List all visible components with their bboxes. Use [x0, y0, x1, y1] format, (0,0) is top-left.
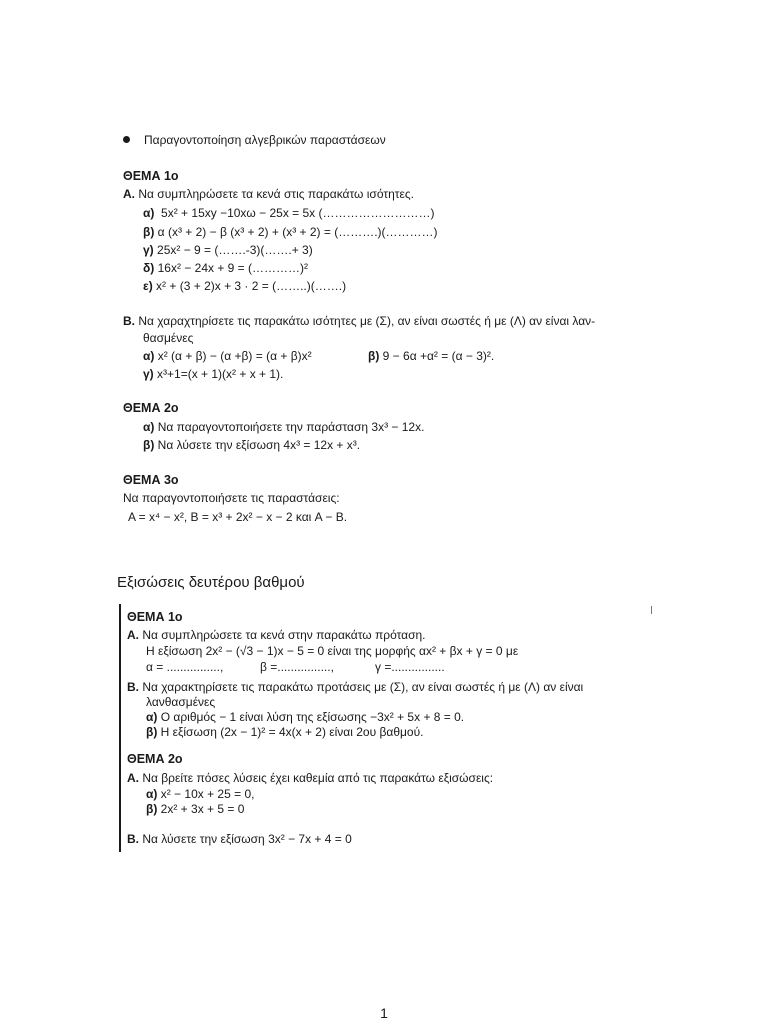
label: α) — [143, 420, 155, 434]
text: 25x² − 9 = (…….-3)(…….+ 3) — [157, 243, 313, 257]
p1-theme2-title: ΘΕΜΑ 2ο — [123, 401, 179, 415]
p2-t1-A-line2: Η εξίσωση 2x² − (√3 − 1)x − 5 = 0 είναι της μορφής αx² + βx + γ = 0 με — [146, 644, 519, 658]
text: Ο αριθμός − 1 είναι λύση της εξίσωσης −3x² + 5x + 8 = 0. — [160, 710, 465, 724]
page-number: 1 — [380, 1005, 388, 1021]
text: Η εξίσωση (2x − 1)² = 4x(x + 2) είναι 2ου βαθμού. — [160, 725, 424, 739]
label: Β. — [127, 832, 139, 846]
p1-theme1-title: ΘΕΜΑ 1ο — [123, 169, 179, 183]
text: x² − 10x + 25 = 0, — [160, 787, 255, 801]
p2-t1-B-cont: λανθασμένες — [146, 695, 216, 709]
p1-t2-item — [143, 438, 360, 452]
p2-t1-blank: β =................, — [260, 660, 334, 674]
p1-t3-line2: A = x⁴ − x², B = x³ + 2x² − x − 2 και A − B. — [128, 510, 348, 524]
text: Να παραγοντοποιήσετε την παράσταση 3x³ − 12x. — [157, 420, 425, 434]
label: β) — [146, 802, 158, 816]
label: δ) — [143, 261, 155, 275]
label: β) — [368, 349, 380, 363]
label: α) — [146, 787, 158, 801]
text: 2x² + 3x + 5 = 0 — [160, 802, 245, 816]
text: Να συμπληρώσετε τα κενά στην παρακάτω πρόταση. — [142, 628, 426, 642]
label: Α. — [127, 628, 139, 642]
text: α (x³ + 2) − β (x³ + 2) + (x³ + 2) = (……….)(…………) — [157, 225, 438, 239]
text: x² + (3 + 2)x + 3 · 2 = (……..)(…….) — [156, 279, 347, 293]
margin-mark — [651, 606, 652, 614]
p1-t1-B-instruction — [123, 314, 595, 328]
p1-t1-A-item — [143, 279, 346, 293]
p1-t1-A-item — [143, 206, 435, 220]
text: Να βρείτε πόσες λύσεις έχει καθεμία από τις παρακάτω εξισώσεις: — [142, 771, 494, 785]
text: Να συμπληρώσετε τα κενά στις παρακάτω ισότητες. — [138, 187, 414, 201]
label: β) — [146, 725, 158, 739]
p1-t1-A-item — [143, 261, 308, 275]
p2-t2-B-instruction — [127, 832, 352, 846]
label: γ) — [143, 367, 154, 381]
text: Να λύσετε την εξίσωση 4x³ = 12x + x³. — [157, 438, 361, 452]
left-bracket-line — [119, 604, 121, 852]
p2-t1-A-instruction — [127, 628, 426, 642]
p1-t1-B-item — [143, 349, 312, 363]
p2-theme2-title: ΘΕΜΑ 2ο — [127, 752, 183, 766]
topic-title: Παραγοντοποίηση αλγεβρικών παραστάσεων — [144, 133, 386, 147]
label: Α. — [127, 771, 139, 785]
p1-t1-B-item — [368, 349, 494, 363]
text: Να χαρακτηρίσετε τις παρακάτω προτάσεις με (Σ), αν είναι σωστές ή με (Λ) αν είναι — [142, 680, 584, 694]
text: x³+1=(x + 1)(x² + x + 1). — [157, 367, 284, 381]
p1-t2-item — [143, 420, 424, 434]
label: β) — [143, 225, 155, 239]
p2-t1-blank: γ =................ — [375, 660, 445, 674]
bullet-dot — [123, 136, 130, 143]
p1-theme3-title: ΘΕΜΑ 3ο — [123, 473, 179, 487]
p1-t1-B-item — [143, 367, 283, 381]
text: 5x² + 15xy −10xω − 25x = 5x (………………………) — [161, 206, 435, 220]
p2-t2-A-instruction — [127, 771, 493, 785]
label: γ) — [143, 243, 154, 257]
text: Να λύσετε την εξίσωση 3x² − 7x + 4 = 0 — [142, 832, 352, 846]
p1-t3-line1: Να παραγοντοποιήσετε τις παραστάσεις: — [123, 491, 340, 505]
label: Α. — [123, 187, 135, 201]
p2-t1-B-item — [146, 710, 464, 724]
label: β) — [143, 438, 155, 452]
label: ε) — [143, 279, 153, 293]
p2-theme1-title: ΘΕΜΑ 1ο — [127, 610, 183, 624]
label: α) — [146, 710, 158, 724]
p2-t1-B-item — [146, 725, 423, 739]
label: α) — [143, 206, 155, 220]
p2-t1-blank: α = ................, — [146, 660, 224, 674]
text: 9 − 6α +α² = (α − 3)². — [382, 349, 495, 363]
p2-t1-B-instruction — [127, 680, 583, 694]
text: x² (α + β) − (α +β) = (α + β)x² — [157, 349, 312, 363]
label: Β. — [127, 680, 139, 694]
p1-t1-B-cont: θασμένες — [143, 331, 194, 345]
text: 16x² − 24x + 9 = (…………)² — [157, 261, 309, 275]
p1-t1-A-instruction — [123, 187, 414, 201]
text: Να χαραχτηρίσετε τις παρακάτω ισότητες με (Σ), αν είναι σωστές ή με (Λ) αν είναι λαν- — [138, 314, 596, 328]
p2-t2-A-item — [146, 802, 244, 816]
p1-t1-A-item — [143, 225, 438, 239]
p2-t2-A-item — [146, 787, 254, 801]
label: Β. — [123, 314, 135, 328]
p1-t1-A-item — [143, 243, 313, 257]
label: α) — [143, 349, 155, 363]
section-heading: Εξισώσεις δευτέρου βαθμού — [117, 574, 305, 591]
